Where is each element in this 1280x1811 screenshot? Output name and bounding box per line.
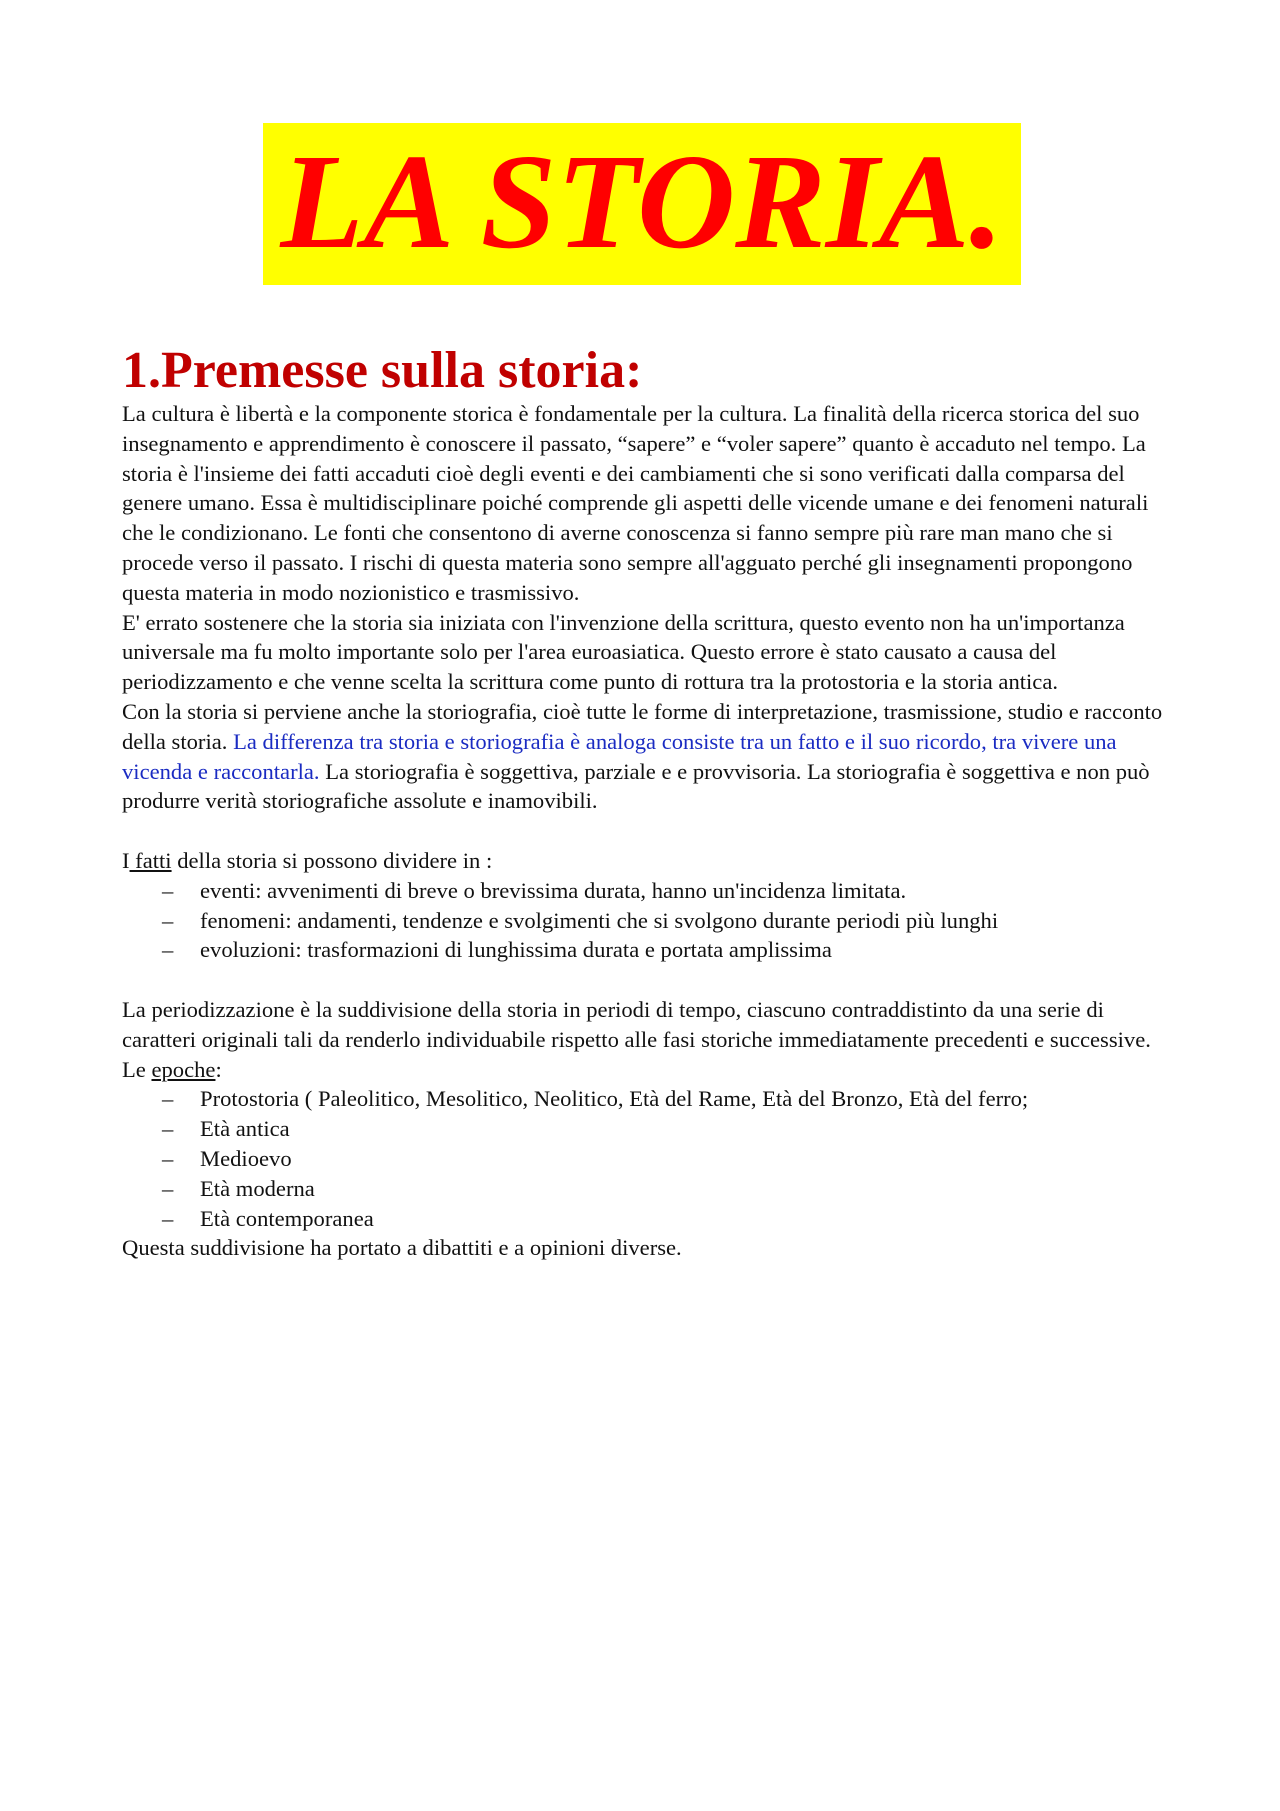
dash-bullet: –	[162, 907, 174, 933]
paragraph-storiografia	[122, 697, 1182, 816]
spacer	[122, 965, 1182, 995]
epoche-list	[122, 1084, 1182, 1233]
list-item-text: Protostoria ( Paleolitico, Mesolitico, Neolitico, Età del Rame, Età del Bronzo, Età del ferro;	[200, 1086, 1029, 1112]
dash-bullet: –	[162, 877, 174, 903]
list-item-text: fenomeni: andamenti, tendenze e svolgimenti che si svolgono durante periodi più lunghi	[200, 907, 999, 933]
list-item	[122, 1144, 1182, 1174]
list-item	[122, 1174, 1182, 1204]
paragraph-periodizzazione: La periodizzazione è la suddivisione della storia in periodi di tempo, ciascuno contraddistinto da una serie di caratteri originali tali da renderlo individuabile rispetto alle fasi storiche immediatamente precedenti e successive.	[122, 996, 1151, 1052]
title-banner	[263, 123, 1021, 285]
list-item-text: Medioevo	[200, 1145, 292, 1171]
epoche-intro	[122, 1055, 1182, 1085]
paragraph-cultura: La cultura è libertà e la componente storica è fondamentale per la cultura. La finalità della ricerca storica del suo insegnamento e apprendimento è conoscere il passato, “sapere” e “voler sapere” quanto è accaduto nel tempo. La storia è l'insieme dei fatti accaduti cioè degli eventi e dei cambiamenti che si sono verificati dalla comparsa del genere umano. Essa è multidisciplinare poiché comprende gli aspetti delle vicende umane e dei fenomeni naturali che le condizionano. Le fonti che consentono di averne conoscenza si fanno sempre più rare man mano che si procede verso il passato. I rischi di questa materia sono sempre all'agguato perché gli insegnamenti propongono questa materia in modo nozionistico e trasmissivo.	[122, 401, 1149, 605]
dash-bullet: –	[162, 1116, 174, 1142]
list-item	[122, 906, 1182, 936]
paragraph-closing: Questa suddivisione ha portato a dibattiti e a opinioni diverse.	[122, 1235, 682, 1261]
fatti-intro-underlined: fatti	[129, 847, 172, 873]
storiografia-highlight: La differenza tra storia e storiografia è analoga consiste tra un fatto e il suo ricordo, tra vivere una vicenda e raccontarla.	[122, 728, 1117, 784]
dash-bullet: –	[162, 1205, 174, 1231]
dash-bullet: –	[162, 937, 174, 963]
document-body	[122, 343, 1182, 1263]
epoche-intro-underlined: epoche	[151, 1056, 216, 1082]
list-item	[122, 1084, 1182, 1114]
epoche-intro-suffix: :	[215, 1056, 222, 1082]
section-heading: 1.Premesse sulla storia:	[122, 342, 643, 399]
fatti-intro-prefix: I	[122, 847, 130, 873]
list-item-text: eventi: avvenimenti di breve o brevissima durata, hanno un'incidenza limitata.	[200, 877, 907, 903]
list-item	[122, 935, 1182, 965]
storiografia-text-before: Con la storia si perviene anche la storiografia, cioè tutte le forme di interpretazione, trasmissione, studio e racconto della storia.	[122, 698, 1163, 754]
epoche-intro-prefix: Le	[122, 1056, 152, 1082]
spacer	[122, 816, 1182, 846]
list-item-text: evoluzioni: trasformazioni di lunghissima durata e portata amplissima	[200, 937, 832, 963]
fatti-list	[122, 876, 1182, 965]
list-item	[122, 876, 1182, 906]
fatti-intro	[122, 846, 1182, 876]
list-item	[122, 1204, 1182, 1234]
list-item-text: Età antica	[200, 1116, 290, 1142]
document-title: LA STORIA.	[280, 127, 1004, 277]
list-item	[122, 1114, 1182, 1144]
list-item-text: Età contemporanea	[200, 1205, 374, 1231]
storiografia-text-after: La storiografia è soggettiva, parziale e e provvisoria. La storiografia è soggettiva e non può produrre verità storiografiche assolute e inamovibili.	[122, 758, 1150, 814]
dash-bullet: –	[162, 1145, 174, 1171]
list-item-text: Età moderna	[200, 1175, 315, 1201]
dash-bullet: –	[162, 1086, 174, 1112]
paragraph-scrittura: E' errato sostenere che la storia sia iniziata con l'invenzione della scrittura, questo evento non ha un'importanza universale ma fu molto importante solo per l'area euroasiatica. Questo errore è stato causato a causa del periodizzamento e che venne scelta la scrittura come punto di rottura tra la protostoria e la storia antica.	[122, 609, 1125, 695]
dash-bullet: –	[162, 1175, 174, 1201]
fatti-intro-suffix: della storia si possono dividere in :	[171, 847, 493, 873]
